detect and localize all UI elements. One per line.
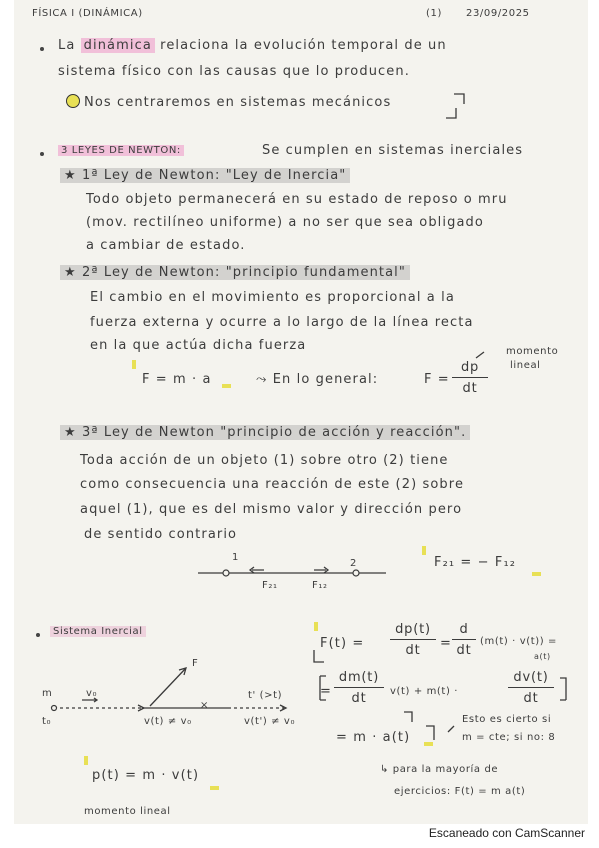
law1-line: a cambiar de estado. <box>86 238 246 253</box>
fraction-numerator: dp <box>452 360 488 378</box>
notebook-page <box>14 0 588 824</box>
eq3-note-arrow <box>448 726 454 732</box>
force-vector <box>150 668 186 706</box>
object-1-point <box>223 570 229 576</box>
eq2-equals: = <box>320 684 332 699</box>
force-12-label: F₁₂ <box>312 580 328 591</box>
v-t-prime-label: v(t') ≠ v₀ <box>244 716 296 727</box>
diagram-strokes <box>14 0 588 824</box>
intro-pre: La <box>58 38 76 53</box>
scanner-watermark: Escaneado con CamScanner <box>428 826 585 840</box>
eq1-mid-numerator: d <box>452 622 476 640</box>
dinamica-highlight: dinámica <box>81 38 155 53</box>
eq3-note-2: m = cte; si no: 8 <box>462 732 556 743</box>
newton-heading: 3 LEYES DE NEWTON: <box>58 145 184 156</box>
law3-title: ★ 3ª Ley de Newton "principio de acción y reacción". <box>60 425 470 440</box>
law3-title-text: 3ª Ley de Newton "principio de acción y reacción". <box>82 425 467 440</box>
force-21-label: F₂₁ <box>262 580 278 591</box>
law2-formula-right-lhs: F = <box>424 372 450 387</box>
law1-title: ★ 1ª Ley de Newton: "Ley de Inercia" <box>60 168 350 183</box>
momento-arrow <box>476 352 484 358</box>
law3-line: Toda acción de un objeto (1) sobre otro (2) tiene <box>80 453 449 468</box>
law1-line: (mov. rectilíneo uniforme) a no ser que sea obligado <box>86 215 484 230</box>
object-2-label: 2 <box>350 558 357 569</box>
law3-line: de sentido contrario <box>84 527 238 542</box>
intro-line-2: sistema físico con las causas que lo producen. <box>58 64 410 79</box>
eq2-denominator-2: dt <box>523 691 539 706</box>
eq2-left-bracket <box>320 676 326 700</box>
start-point <box>52 706 57 711</box>
eq3-bracket <box>404 712 412 722</box>
momentum-label: momento lineal <box>84 806 171 817</box>
fraction-denominator: dt <box>462 381 478 396</box>
page-number: (1) <box>426 8 442 19</box>
law1-line: Todo objeto permanecerá en su estado de reposo o mru <box>86 192 508 207</box>
mass-label: m <box>42 688 53 699</box>
eq1-denominator: dt <box>405 643 421 658</box>
eq2-denominator-1: dt <box>351 691 367 706</box>
v0-arrow <box>82 698 97 702</box>
inertial-heading: Sistema Inercial <box>50 626 146 637</box>
eq1-numerator: dp(t) <box>390 622 436 640</box>
eq1-rhs: (m(t) · v(t)) = <box>480 636 558 647</box>
law2-line: fuerza externa y ocurre a lo largo de la línea recta <box>90 315 474 330</box>
eq3-note-1: Esto es cierto si <box>462 714 552 725</box>
law2-arrow-text: ⤳ En lo general: <box>256 372 379 387</box>
law2-line: en la que actúa dicha fuerza <box>90 338 307 353</box>
force-21-arrow <box>250 567 264 573</box>
eq3: = m · a(t) <box>336 730 411 745</box>
force-12-arrow <box>314 567 328 573</box>
momentum-formula: p(t) = m · v(t) <box>92 768 200 783</box>
law2-line: El cambio en el movimiento es proporcional a la <box>90 290 455 305</box>
law2-formula-left: F = m · a <box>142 372 212 387</box>
newton-heading-note: Se cumplen en sistemas inerciales <box>262 143 524 158</box>
v-t-label: v(t) ≠ v₀ <box>144 716 192 727</box>
date: 23/09/2025 <box>466 8 530 19</box>
conclusion-line-1: ↳ para la mayoría de <box>380 764 499 775</box>
law3-line: aquel (1), que es del mismo valor y dirección pero <box>80 502 463 517</box>
force-label: F <box>192 658 199 669</box>
law2-title-text: 2ª Ley de Newton: "principio fundamental" <box>82 265 406 280</box>
law3-line: como consecuencia una reacción de este (2) sobre <box>80 477 465 492</box>
law2-annotation-momento: momento <box>506 346 559 357</box>
eq1-bracket <box>314 650 324 662</box>
t-prime-label: t' (>t) <box>248 690 283 701</box>
law3-relation: F₂₁ = − F₁₂ <box>434 555 517 570</box>
cross-mark: × <box>200 700 209 711</box>
eq1-equals: = <box>440 636 452 651</box>
note-bracket-right <box>454 94 464 104</box>
intro-post: relaciona la evolución temporal de un <box>160 38 447 53</box>
law1-title-text: 1ª Ley de Newton: "Ley de Inercia" <box>82 168 347 183</box>
object-1-label: 1 <box>232 552 239 563</box>
eq2-mid: v(t) + m(t) · <box>390 686 459 697</box>
eq3-bracket-2 <box>426 726 434 740</box>
note-bracket-bottom <box>446 108 456 118</box>
t0-label: t₀ <box>42 716 52 727</box>
law2-annotation-lineal: lineal <box>510 360 541 371</box>
law2-title: ★ 2ª Ley de Newton: "principio fundamental" <box>60 265 410 280</box>
intro-note: Nos centraremos en sistemas mecánicos <box>84 95 392 110</box>
eq1-lhs: F(t) = <box>320 636 365 651</box>
object-2-point <box>353 570 359 576</box>
eq2-right-bracket <box>560 678 566 700</box>
eq2-numerator-2: dv(t) <box>508 670 554 688</box>
eq2-numerator-1: dm(t) <box>334 670 384 688</box>
v0-label: v₀ <box>86 688 98 699</box>
eq1-mid-denominator: dt <box>456 643 472 658</box>
conclusion-line-2: ejercicios: F(t) = m a(t) <box>394 786 526 797</box>
subject-title: FÍSICA I (DINÁMICA) <box>32 8 143 19</box>
eq1-sub: a(t) <box>534 652 551 661</box>
